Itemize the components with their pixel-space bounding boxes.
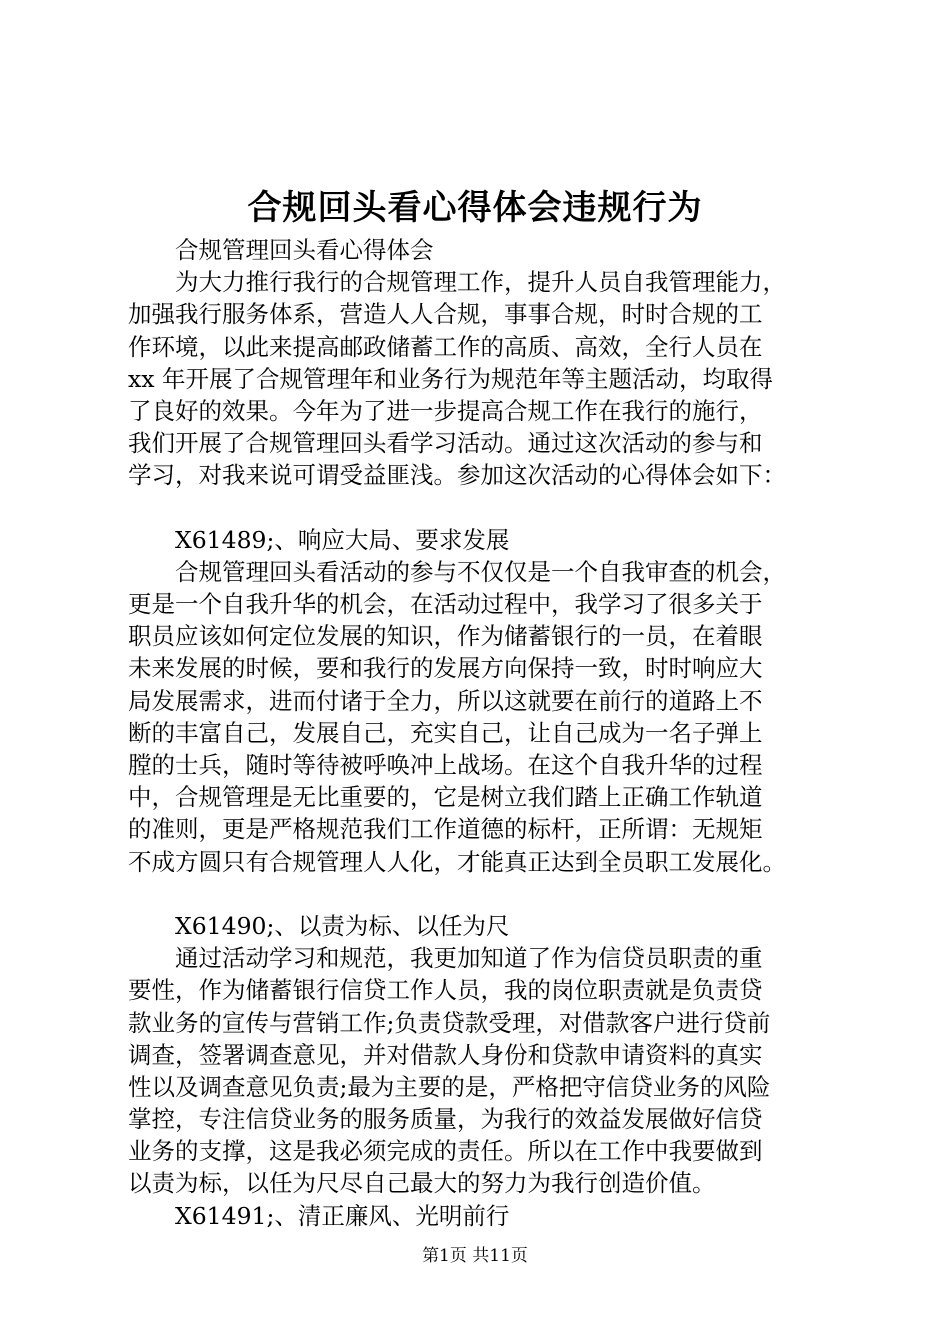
paragraph-line: 性以及调查意见负责;最为主要的是，严格把守信贷业务的风险 bbox=[128, 1072, 771, 1101]
paragraph-line: 掌控，专注信贷业务的服务质量，为我行的效益发展做好信贷 bbox=[128, 1105, 763, 1134]
paragraph-line: 不成方圆只有合规管理人人化，才能真正达到全员职工发展化。 bbox=[128, 847, 786, 876]
paragraph-line: 职员应该如何定位发展的知识，作为储蓄银行的一员，在着眼 bbox=[128, 622, 763, 651]
section-heading-1: X61489;、响应大局、要求发展 bbox=[175, 525, 510, 554]
paragraph-3 bbox=[128, 942, 850, 1200]
paragraph-line: 调查，签署调查意见，并对借款人身份和贷款申请资料的真实 bbox=[128, 1040, 763, 1069]
paragraph-line: 业务的支撑，这是我必须完成的责任。所以在工作中我要做到 bbox=[128, 1137, 763, 1166]
paragraph-line: 为大力推行我行的合规管理工作，提升人员自我管理能力， bbox=[175, 268, 786, 297]
paragraph-line: 学习，对我来说可谓受益匪浅。参加这次活动的心得体会如下： bbox=[128, 461, 786, 490]
paragraph-line: 合规管理回头看活动的参与不仅仅是一个自我审查的机会， bbox=[175, 557, 786, 586]
paragraph-line: 局发展需求，进而付诸于全力，所以这就要在前行的道路上不 bbox=[128, 686, 763, 715]
paragraph-spacer bbox=[128, 878, 850, 910]
document-body bbox=[128, 234, 850, 1232]
paragraph-line: 款业务的宣传与营销工作;负责贷款受理，对借款客户进行贷前 bbox=[128, 1008, 771, 1037]
paragraph-line: 的准则，更是严格规范我们工作道德的标杆，正所谓：无规矩 bbox=[128, 815, 763, 844]
page-number-footer: 第1页 共11页 bbox=[422, 1246, 528, 1266]
document-subtitle: 合规管理回头看心得体会 bbox=[175, 236, 434, 264]
paragraph-2 bbox=[128, 556, 850, 878]
paragraph-line: 断的丰富自己，发展自己，充实自己，让自己成为一名子弹上 bbox=[128, 718, 763, 747]
paragraph-1 bbox=[128, 266, 850, 491]
paragraph-line: 我们开展了合规管理回头看学习活动。通过这次活动的参与和 bbox=[128, 429, 763, 458]
paragraph-line: 以责为标，以任为尺尽自己最大的努力为我行创造价值。 bbox=[128, 1169, 716, 1198]
paragraph-line: 更是一个自我升华的机会，在活动过程中，我学习了很多关于 bbox=[128, 590, 763, 619]
section-heading-3: X61491;、清正廉风、光明前行 bbox=[175, 1201, 510, 1230]
paragraph-line: 作环境，以此来提高邮政储蓄工作的高质、高效，全行人员在 bbox=[128, 332, 763, 361]
paragraph-line: 加强我行服务体系，营造人人合规，事事合规，时时合规的工 bbox=[128, 300, 763, 329]
paragraph-line: 未来发展的时候，要和我行的发展方向保持一致，时时响应大 bbox=[128, 654, 763, 683]
paragraph-line: 通过活动学习和规范，我更加知道了作为信贷员职责的重 bbox=[175, 944, 763, 973]
document-title: 合规回头看心得体会违规行为 bbox=[247, 188, 703, 228]
paragraph-spacer bbox=[128, 492, 850, 524]
section-heading-2: X61490;、以责为标、以任为尺 bbox=[175, 911, 510, 940]
paragraph-line: 了良好的效果。今年为了进一步提高合规工作在我行的施行， bbox=[128, 396, 763, 425]
paragraph-line: 要性，作为储蓄银行信贷工作人员，我的岗位职责就是负责贷 bbox=[128, 976, 763, 1005]
paragraph-line: 中，合规管理是无比重要的，它是树立我们踏上正确工作轨道 bbox=[128, 783, 763, 812]
paragraph-line: xx 年开展了合规管理年和业务行为规范年等主题活动，均取得 bbox=[128, 364, 773, 393]
paragraph-line: 膛的士兵，随时等待被呼唤冲上战场。在这个自我升华的过程 bbox=[128, 751, 763, 779]
